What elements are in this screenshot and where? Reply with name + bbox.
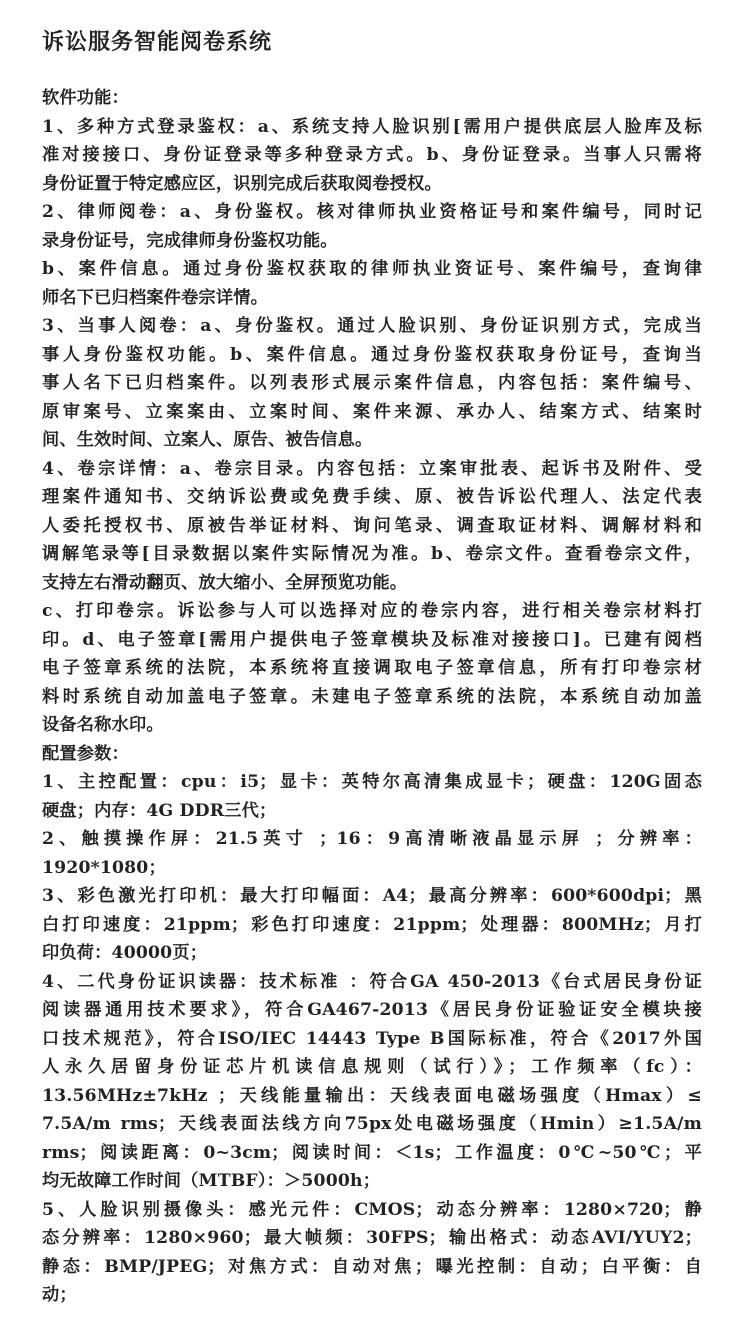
paragraph-line: 1、主控配置：cpu：i5；显卡：英特尔高清集成显卡；硬盘：120G固态 xyxy=(42,772,702,792)
paragraph-line: 硬盘；内存：4G DDR三代； xyxy=(42,800,277,821)
paragraph-line: 理案件通知书、交纳诉讼费或免费手续、原、被告诉讼代理人、法定代表 xyxy=(42,487,702,507)
paragraph-line: 支持左右滑动翻页、放大缩小、全屏预览功能。 xyxy=(42,572,408,593)
paragraph-line: 4、卷宗详情：a、卷宗目录。内容包括：立案审批表、起诉书及附件、受 xyxy=(42,458,702,479)
document-body xyxy=(42,84,702,1310)
paragraph-line: 2、触摸操作屏：21.5英寸 ；16：9高清晰液晶显示屏 ；分辨率： xyxy=(42,829,702,849)
paragraph-line: 身份证置于特定感应区，识别完成后获取阅卷授权。 xyxy=(42,173,442,194)
paragraph-line: 态分辨率：1280×960；最大帧频：30FPS；输出格式：动态AVI/YUY2； xyxy=(42,1228,702,1248)
paragraph-line: 设备名称水印。 xyxy=(42,715,164,735)
paragraph-line: 原审案号、立案案由、立案时间、案件来源、承办人、结案方式、结案时 xyxy=(42,401,702,422)
paragraph-line: 5、人脸识别摄像头：感光元件：CMOS；动态分辨率：1280×720；静 xyxy=(42,1199,702,1220)
paragraph-line: 口技术规范》，符合ISO/IEC 14443 Type B国际标准，符合《2017外国 xyxy=(42,1028,702,1049)
paragraph-line: 动； xyxy=(42,1285,77,1305)
paragraph-line: 2、律师阅卷：a、身份鉴权。核对律师执业资格证号和案件编号，同时记 xyxy=(42,202,702,222)
paragraph-line: rms；阅读距离：0~3cm；阅读时间：＜1s；工作温度：0℃~50℃；平 xyxy=(42,1142,702,1163)
paragraph-line: 4、二代身份证识读器：技术标准 ：符合GA 450-2013《台式居民身份证 xyxy=(42,971,702,992)
paragraph-line: 人永久居留身份证芯片机读信息规则（试行）》；工作频率（fc）： xyxy=(42,1057,702,1077)
paragraph-line: 录身份证号，完成律师身份鉴权功能。 xyxy=(42,230,338,251)
paragraph-line: 白打印速度：21ppm；彩色打印速度：21ppm；处理器：800MHz；月打 xyxy=(42,914,702,935)
paragraph-line: 3、彩色激光打印机：最大打印幅面：A4；最高分辨率：600*600dpi；黑 xyxy=(42,886,702,906)
paragraph-line: 印负荷：40000页； xyxy=(42,943,208,963)
document-page xyxy=(42,22,702,1310)
paragraph-line: 3、当事人阅卷：a、身份鉴权。通过人脸识别、身份证识别方式，完成当 xyxy=(42,316,702,336)
document-title: 诉讼服务智能阅卷系统 xyxy=(42,29,273,55)
paragraph-line: 软件功能： xyxy=(42,88,129,108)
paragraph-line: 配置参数： xyxy=(42,743,129,764)
paragraph-line: 师名下已归档案件卷宗详情。 xyxy=(42,287,269,308)
paragraph-line: 静态：BMP/JPEG；对焦方式：自动对焦；曝光控制：自动；白平衡：自 xyxy=(42,1256,702,1277)
paragraph-line: 印。d、电子签章[需用户提供电子签章模块及标准对接接口]。已建有阅档 xyxy=(42,629,702,650)
paragraph-line: 人委托授权书、原被告举证材料、询问笔录、调查取证材料、调解材料和 xyxy=(42,515,702,536)
paragraph-line: 料时系统自动加盖电子签章。未建电子签章系统的法院，本系统自动加盖 xyxy=(42,686,702,707)
paragraph-line: 均无故障工作时间（MTBF）：＞5000h； xyxy=(42,1171,381,1191)
paragraph-line: b、案件信息。通过身份鉴权获取的律师执业资证号、案件编号，查询律 xyxy=(42,259,702,279)
paragraph-line: 电子签章系统的法院，本系统将直接调取电子签章信息，所有打印卷宗材 xyxy=(42,658,702,678)
paragraph-line: 间、生效时间、立案人、原告、被告信息。 xyxy=(42,430,373,450)
paragraph-line: 事人身份鉴权功能。b、案件信息。通过身份鉴权获取身份证号，查询当 xyxy=(42,344,702,365)
paragraph-line: 13.56MHz±7kHz ；天线能量输出：天线表面电磁场强度（Hmax）≤ xyxy=(42,1085,702,1106)
paragraph-line: 阅读器通用技术要求》，符合GA467-2013《居民身份证验证安全模块接 xyxy=(42,1000,702,1020)
paragraph-line: c、打印卷宗。诉讼参与人可以选择对应的卷宗内容，进行相关卷宗材料打 xyxy=(42,601,702,621)
paragraph-line: 调解笔录等[目录数据以案件实际情况为准。b、卷宗文件。查看卷宗文件， xyxy=(42,544,702,564)
paragraph-line: 1、多种方式登录鉴权：a、系统支持人脸识别[需用户提供底层人脸库及标 xyxy=(42,116,702,137)
paragraph-line: 1920*1080； xyxy=(42,857,166,878)
paragraph-line: 7.5A/m rms；天线表面法线方向75px处电磁场强度（Hmin）≥1.5A/m xyxy=(42,1114,702,1134)
paragraph-line: 事人名下已归档案件。以列表形式展示案件信息，内容包括：案件编号、 xyxy=(42,373,702,393)
paragraph-line: 准对接接口、身份证登录等多种登录方式。b、身份证登录。当事人只需将 xyxy=(42,145,702,165)
